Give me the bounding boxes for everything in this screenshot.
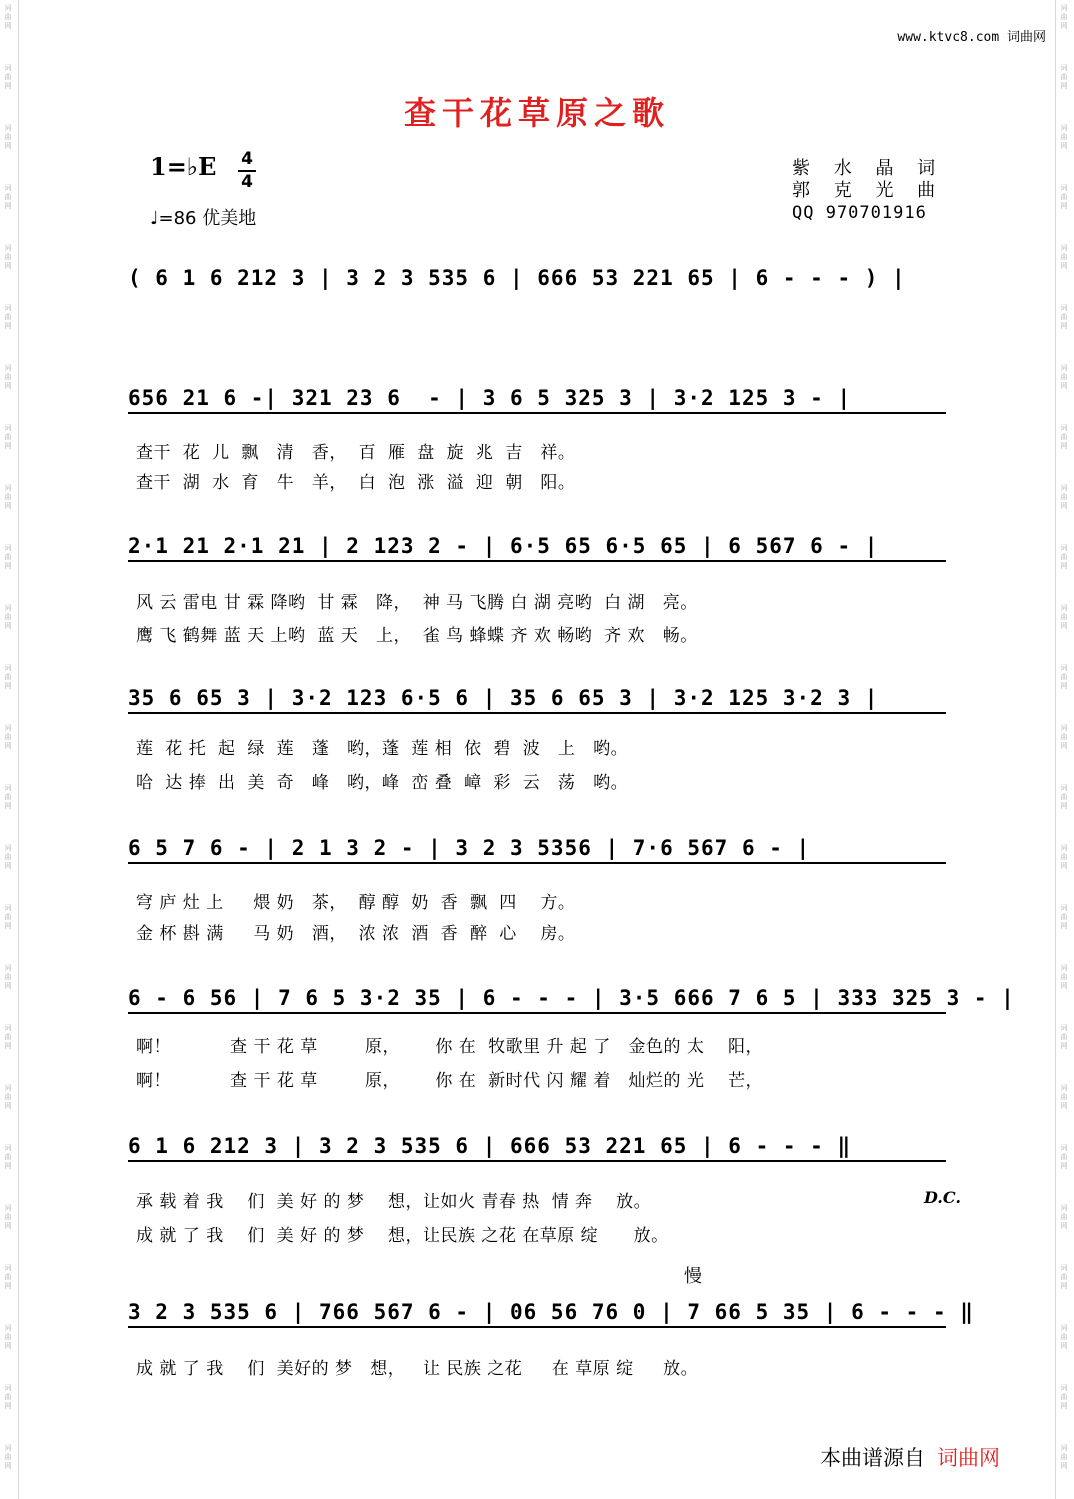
watermark-mark: 词 曲 网 [4, 1144, 12, 1170]
watermark-mark: 词 曲 网 [4, 964, 12, 990]
score-line-2-lyric-2: 鹰 飞 鹤舞 蓝 天 上哟 蓝 天 上， 雀 鸟 蜂蝶 齐 欢 畅哟 齐 欢 畅。 [136, 626, 698, 646]
score-line-6-lyric-1: 承 载 着 我 们 美 好 的 梦 想，让如火 青春 热 情 奔 放。 [136, 1192, 652, 1212]
score-line-1-lyric-1: 查干 花 儿 飘 清 香， 百 雁 盘 旋 兆 吉 祥。 [136, 443, 576, 463]
time-signature-top: 4 [241, 149, 253, 169]
watermark-mark: 词 曲 网 [1060, 484, 1068, 510]
score-line-3-lyric-2: 哈 达 捧 出 美 奇 峰 哟，峰 峦 叠 嶂 彩 云 荡 哟。 [136, 773, 629, 793]
left-margin-line [18, 0, 19, 1499]
watermark-mark: 词 曲 网 [4, 184, 12, 210]
key-signature: 1=♭E [150, 152, 217, 181]
score-line-2-lyric-1: 风 云 雷电 甘 霖 降哟 甘 霖 降， 神 马 飞腾 白 湖 亮哟 白 湖 亮。 [136, 593, 698, 613]
watermark-mark: 词 曲 网 [4, 664, 12, 690]
slow-mark: 慢 [684, 1266, 702, 1287]
watermark-mark: 词 曲 网 [4, 124, 12, 150]
watermark-mark: 词 曲 网 [1060, 4, 1068, 30]
watermark-mark: 词 曲 网 [1060, 1024, 1068, 1050]
watermark-mark: 词 曲 网 [1060, 1444, 1068, 1470]
song-title: 查干花草原之歌 [403, 94, 670, 132]
score-line-1-notes: 656 21 6 -| 321 23 6 - | 3 6 5 325 3 | 3·2 125 3 - | [128, 386, 946, 414]
right-margin-line [1055, 0, 1056, 1499]
watermark-mark: 词 曲 网 [1060, 304, 1068, 330]
watermark-mark: 词 曲 网 [1060, 1144, 1068, 1170]
watermark-mark: 词 曲 网 [4, 1324, 12, 1350]
score-line-3-notes: 35 6 65 3 | 3·2 123 6·5 6 | 35 6 65 3 | 3·2 125 3·2 3 | [128, 686, 946, 714]
watermark-mark: 词 曲 网 [1060, 364, 1068, 390]
watermark-mark: 词 曲 网 [1060, 1384, 1068, 1410]
score-line-5-lyric-2: 啊！ 查 干 花 草 原， 你 在 新时代 闪 耀 着 灿烂的 光 芒， [136, 1071, 764, 1091]
watermark-mark: 词 曲 网 [4, 64, 12, 90]
watermark-mark: 词 曲 网 [4, 904, 12, 930]
watermark-mark: 词 曲 网 [4, 1264, 12, 1290]
watermark-mark: 词 曲 网 [4, 244, 12, 270]
watermark-mark: 词 曲 网 [1060, 664, 1068, 690]
watermark-mark: 词 曲 网 [1060, 544, 1068, 570]
watermark-mark: 词 曲 网 [4, 544, 12, 570]
left-watermark-strip [2, 0, 16, 1499]
watermark-mark: 词 曲 网 [1060, 1084, 1068, 1110]
watermark-mark: 词 曲 网 [4, 724, 12, 750]
source-credit [820, 1442, 1000, 1472]
score-line-7-lyric-1: 成 就 了 我 们 美好的 梦 想， 让 民族 之花 在 草原 绽 放。 [136, 1359, 699, 1379]
source-brand-link[interactable]: 词曲网 [937, 1446, 1000, 1470]
site-url[interactable]: www.ktvc8.com 词曲网 [897, 30, 1046, 45]
score-line-5-lyric-1: 啊！ 查 干 花 草 原， 你 在 牧歌里 升 起 了 金色的 太 阳， [136, 1037, 764, 1057]
credits [792, 158, 944, 224]
watermark-mark: 词 曲 网 [1060, 784, 1068, 810]
watermark-mark: 词 曲 网 [4, 484, 12, 510]
score-line-7-notes: 3 2 3 535 6 | 766 567 6 - | 06 56 76 0 | 7 66 5 35 | 6 - - - ‖ [128, 1300, 946, 1328]
watermark-mark: 词 曲 网 [1060, 604, 1068, 630]
source-label: 本曲谱源自 [820, 1446, 925, 1470]
time-signature-bottom: 4 [241, 172, 253, 192]
score-header-left [150, 149, 257, 229]
lyricist-credit: 紫 水 晶 词 [792, 158, 945, 179]
watermark-mark: 词 曲 网 [1060, 724, 1068, 750]
watermark-mark: 词 曲 网 [4, 1084, 12, 1110]
watermark-mark: 词 曲 网 [4, 844, 12, 870]
score-line-5-notes: 6 - 6 56 | 7 6 5 3·2 35 | 6 - - - | 3·5 666 7 6 5 | 333 325 3 - | [128, 986, 946, 1014]
watermark-mark: 词 曲 网 [4, 784, 12, 810]
watermark-mark: 词 曲 网 [1060, 244, 1068, 270]
dc-mark: D.C. [924, 1188, 961, 1207]
watermark-mark: 词 曲 网 [1060, 1264, 1068, 1290]
watermark-mark: 词 曲 网 [4, 364, 12, 390]
watermark-mark: 词 曲 网 [1060, 64, 1068, 90]
watermark-mark: 词 曲 网 [1060, 1204, 1068, 1230]
watermark-mark: 词 曲 网 [1060, 124, 1068, 150]
time-signature [238, 150, 256, 192]
qq-contact: QQ 970701916 [792, 203, 927, 223]
watermark-mark: 词 曲 网 [4, 304, 12, 330]
right-watermark-strip [1058, 0, 1072, 1499]
watermark-mark: 词 曲 网 [4, 4, 12, 30]
score-line-6-lyric-2: 成 就 了 我 们 美 好 的 梦 想，让民族 之花 在草原 绽 放。 [136, 1226, 669, 1246]
watermark-mark: 词 曲 网 [4, 424, 12, 450]
composer-credit: 郭 克 光 曲 [792, 180, 945, 201]
watermark-mark: 词 曲 网 [4, 1204, 12, 1230]
watermark-mark: 词 曲 网 [1060, 1324, 1068, 1350]
score-line-4-lyric-1: 穹 庐 灶 上 煨 奶 茶， 醇 醇 奶 香 飘 四 方。 [136, 893, 576, 913]
score-line-1-lyric-2: 查干 湖 水 育 牛 羊， 白 泡 涨 溢 迎 朝 阳。 [136, 473, 576, 493]
watermark-mark: 词 曲 网 [4, 1384, 12, 1410]
watermark-mark: 词 曲 网 [1060, 904, 1068, 930]
score-line-4-lyric-2: 金 杯 斟 满 马 奶 酒， 浓 浓 酒 香 醉 心 房。 [136, 924, 576, 944]
watermark-mark: 词 曲 网 [4, 604, 12, 630]
watermark-mark: 词 曲 网 [1060, 844, 1068, 870]
tempo-marking: ♩=86 优美地 [150, 208, 257, 229]
watermark-mark: 词 曲 网 [1060, 424, 1068, 450]
watermark-mark: 词 曲 网 [1060, 184, 1068, 210]
watermark-mark: 词 曲 网 [4, 1444, 12, 1470]
intro-notes: ( 6 1 6 212 3 | 3 2 3 535 6 | 666 53 221 65 | 6 - - - ) | [128, 266, 906, 290]
score-line-3-lyric-1: 莲 花 托 起 绿 莲 蓬 哟，蓬 莲 相 依 碧 波 上 哟。 [136, 739, 629, 759]
score-line-2-notes: 2·1 21 2·1 21 | 2 123 2 - | 6·5 65 6·5 65 | 6 567 6 - | [128, 534, 946, 562]
watermark-mark: 词 曲 网 [1060, 964, 1068, 990]
score-line-6-notes: 6 1 6 212 3 | 3 2 3 535 6 | 666 53 221 65 | 6 - - - ‖ [128, 1134, 946, 1162]
watermark-mark: 词 曲 网 [4, 1024, 12, 1050]
score-line-4-notes: 6 5 7 6 - | 2 1 3 2 - | 3 2 3 5356 | 7·6 567 6 - | [128, 836, 946, 864]
